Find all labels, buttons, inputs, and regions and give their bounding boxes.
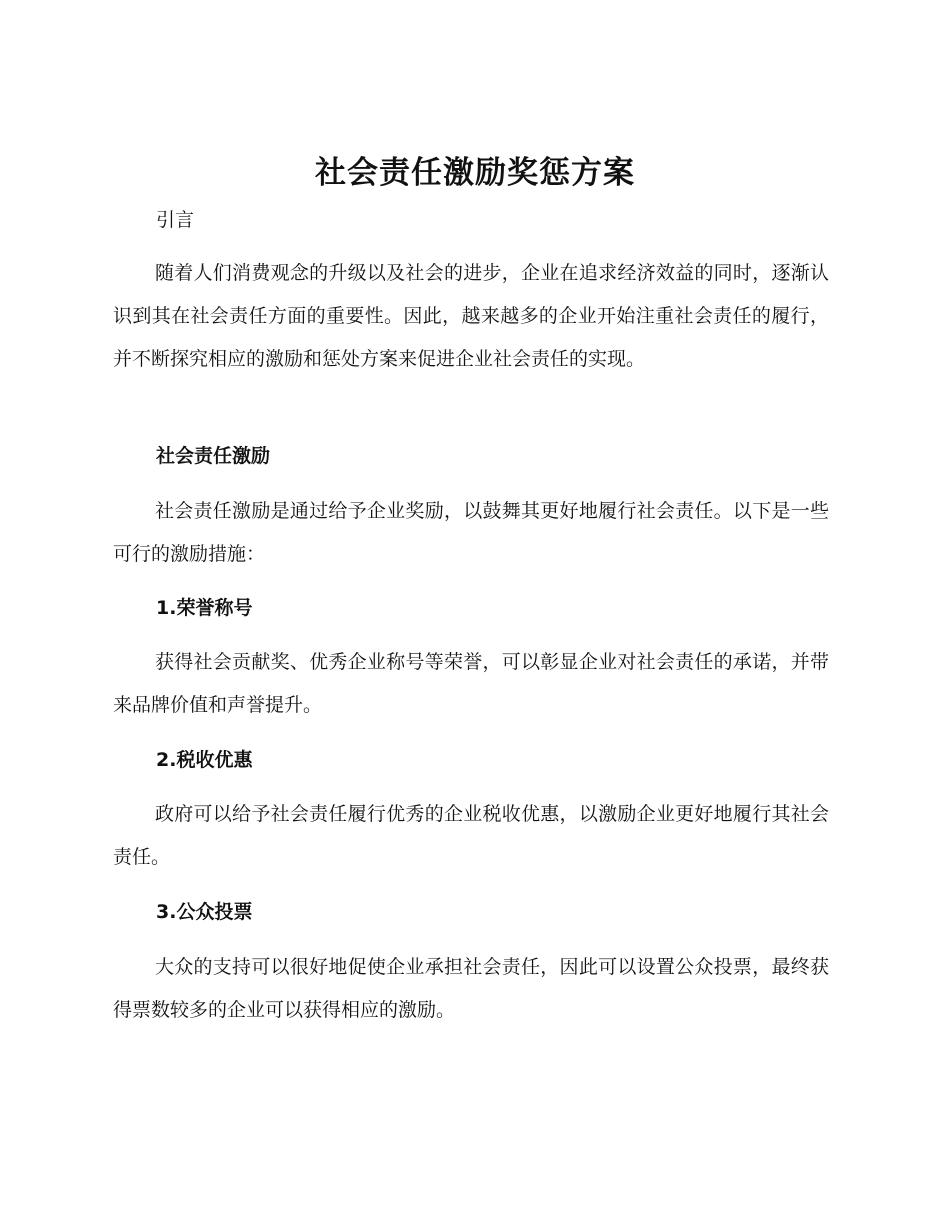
document-title: 社会责任激励奖惩方案 bbox=[315, 155, 635, 191]
section-heading-tax-incentives: 2.税收优惠 bbox=[156, 749, 253, 771]
section-body-tax-incentives: 政府可以给予社会责任履行优秀的企业税收优惠，以激励企业更好地履行其社会责任。 bbox=[113, 803, 829, 868]
section-body-csr-incentives: 社会责任激励是通过给予企业奖励，以鼓舞其更好地履行社会责任。以下是一些可行的激励措施： bbox=[113, 500, 829, 565]
section-body-public-voting: 大众的支持可以很好地促使企业承担社会责任，因此可以设置公众投票，最终获得票数较多的企业可以获得相应的激励。 bbox=[113, 956, 829, 1021]
section-body-introduction: 随着人们消费观念的升级以及社会的进步，企业在追求经济效益的同时，逐渐认识到其在社会责任方面的重要性。因此，越来越多的企业开始注重社会责任的履行，并不断探究相应的激励和惩处方案来促进企业社会责任的实现。 bbox=[113, 262, 829, 370]
section-heading-csr-incentives: 社会责任激励 bbox=[156, 445, 271, 467]
section-heading-introduction: 引言 bbox=[156, 209, 195, 231]
section-heading-honorary-title: 1.荣誉称号 bbox=[156, 597, 253, 619]
section-body-honorary-title: 获得社会贡献奖、优秀企业称号等荣誉，可以彰显企业对社会责任的承诺，并带来品牌价值和声誉提升。 bbox=[113, 651, 829, 716]
section-heading-public-voting: 3.公众投票 bbox=[156, 901, 253, 923]
